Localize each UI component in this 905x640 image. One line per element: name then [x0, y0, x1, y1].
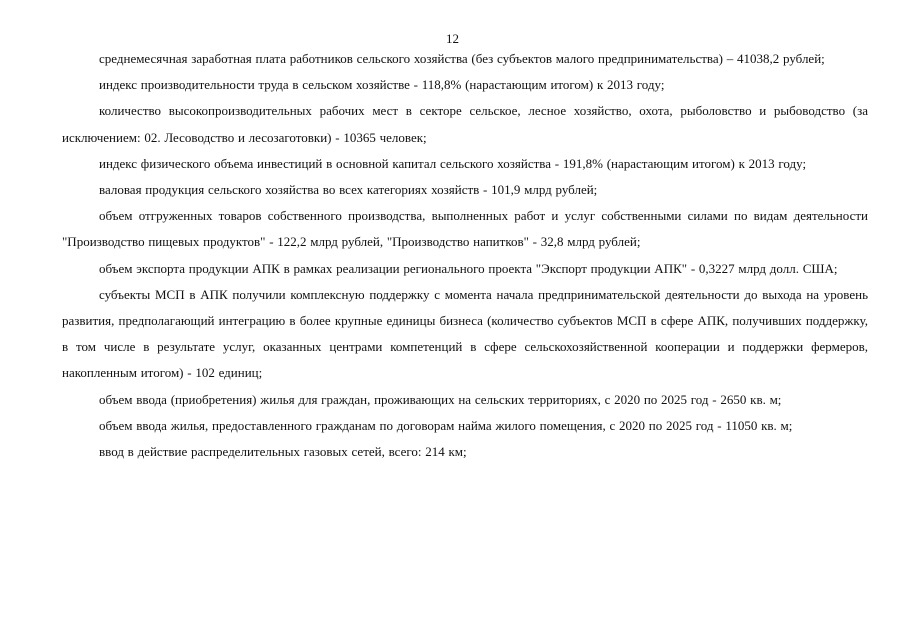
paragraph-gas-networks: ввод в действие распределительных газовых сетей, всего: 214 км;	[99, 444, 467, 460]
paragraph-export-volume: объем экспорта продукции АПК в рамках реализации регионального проекта "Экспорт продукции АПК" - 0,3227 млрд долл. США;	[99, 260, 838, 276]
paragraph-high-productivity-jobs: количество высокопроизводительных рабочих мест в секторе сельское, лесное хозяйство, охота, рыболовство и рыбоводство (за исключением: 02. Лесоводство и лесозаготовки) - 10365 человек;	[62, 103, 868, 145]
paragraph-rural-housing: объем ввода (приобретения) жилья для граждан, проживающих на сельских территориях, с 2020 по 2025 год - 2650 кв. м;	[99, 391, 782, 407]
paragraph-investment-index: индекс физического объема инвестиций в основной капитал сельского хозяйства - 191,8% (нарастающим итогом) к 2013 году;	[99, 155, 807, 171]
paragraph-gross-output: валовая продукция сельского хозяйства во всех категориях хозяйств - 101,9 млрд рублей;	[99, 182, 598, 198]
paragraph-shipped-goods: объем отгруженных товаров собственного производства, выполненных работ и услуг собственными силами по видам деятельности "Производство пищевых продуктов" - 122,2 млрд рублей, "Производство напитков" - 32,8 млрд рублей;	[62, 208, 868, 250]
paragraph-sme-support: субъекты МСП в АПК получили комплексную поддержку с момента начала предпринимательской деятельности до выхода на уровень развития, предполагающий интеграцию в более крупные единицы бизнеса (количество субъектов МСП в сфере АПК, получивших поддержку, в том числе в результате услуг, оказанных центрами компетенций в сфере сельскохозяйственной кооперации и поддержки фермеров, накопленным итогом) - 102 единиц;	[62, 286, 868, 381]
page-number: 12	[446, 31, 459, 46]
document-body	[62, 46, 868, 465]
paragraph-labor-productivity: индекс производительности труда в сельском хозяйстве - 118,8% (нарастающим итогом) к 2013 году;	[99, 77, 665, 93]
paragraph-average-salary: среднемесячная заработная плата работников сельского хозяйства (без субъектов малого предпринимательства) – 41038,2 рублей;	[99, 51, 825, 66]
paragraph-rental-housing: объем ввода жилья, предоставленного гражданам по договорам найма жилого помещения, с 2020 по 2025 год - 11050 кв. м;	[99, 417, 793, 433]
